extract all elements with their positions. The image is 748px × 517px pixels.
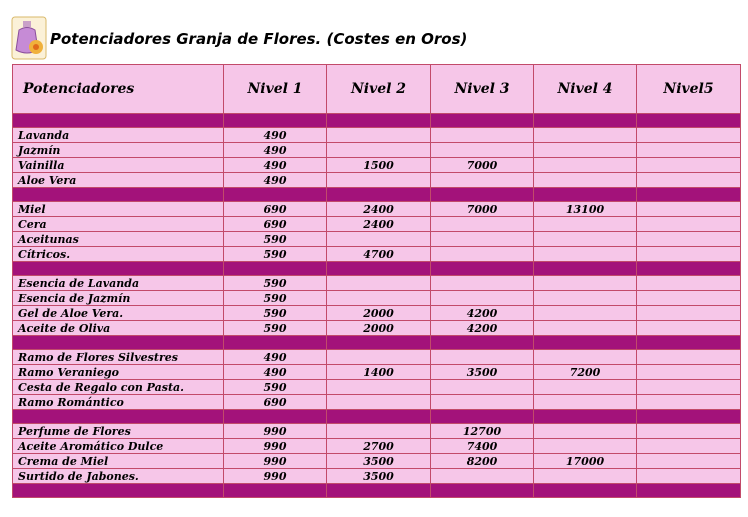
band-cell [224, 336, 327, 350]
group-separator-band [13, 188, 741, 202]
table-row [13, 291, 741, 306]
cost-cell [431, 128, 534, 143]
band-cell [13, 484, 224, 498]
cost-cell: 2700 [327, 439, 431, 454]
cost-cell: 7000 [431, 202, 534, 217]
column-header: Nivel 4 [534, 65, 637, 114]
cost-cell [637, 306, 741, 321]
cost-cell [637, 454, 741, 469]
cost-cell: 3500 [327, 469, 431, 484]
cost-cell [534, 306, 637, 321]
band-cell [327, 336, 431, 350]
cost-cell: 7400 [431, 439, 534, 454]
cost-cell: 990 [224, 439, 327, 454]
table-row [13, 380, 741, 395]
cost-cell: 8200 [431, 454, 534, 469]
cost-cell: 490 [224, 365, 327, 380]
cost-cell: 990 [224, 469, 327, 484]
table-row [13, 306, 741, 321]
cost-cell: 4200 [431, 306, 534, 321]
table-header-row [13, 65, 741, 114]
cost-cell: 1500 [327, 158, 431, 173]
table-row [13, 469, 741, 484]
cost-cell [431, 380, 534, 395]
band-cell [13, 188, 224, 202]
cost-cell [534, 217, 637, 232]
cost-cell [327, 232, 431, 247]
cost-cell: 690 [224, 202, 327, 217]
band-cell [224, 262, 327, 276]
booster-name: Aceite de Oliva [13, 321, 224, 336]
table-row [13, 321, 741, 336]
group-separator-band [13, 484, 741, 498]
band-cell [637, 188, 741, 202]
cost-cell: 690 [224, 217, 327, 232]
cost-cell [534, 158, 637, 173]
booster-name: Cesta de Regalo con Pasta. [13, 380, 224, 395]
cost-cell [637, 276, 741, 291]
table-row [13, 439, 741, 454]
table-row [13, 202, 741, 217]
cost-cell [327, 424, 431, 439]
cost-cell [431, 291, 534, 306]
cost-cell [637, 350, 741, 365]
band-cell [534, 484, 637, 498]
cost-cell [534, 321, 637, 336]
band-cell [13, 262, 224, 276]
band-cell [327, 262, 431, 276]
cost-cell [327, 395, 431, 410]
band-cell [637, 410, 741, 424]
cost-cell: 490 [224, 173, 327, 188]
cost-cell [637, 202, 741, 217]
column-header: Nivel 1 [224, 65, 327, 114]
cost-cell [534, 173, 637, 188]
cost-cell [534, 469, 637, 484]
cost-cell: 490 [224, 143, 327, 158]
cost-cell [637, 173, 741, 188]
group-separator-band [13, 262, 741, 276]
cost-cell: 990 [224, 454, 327, 469]
band-cell [327, 410, 431, 424]
band-cell [431, 188, 534, 202]
band-cell [224, 410, 327, 424]
column-header: Potenciadores [13, 65, 224, 114]
cost-cell [637, 143, 741, 158]
table-row [13, 276, 741, 291]
booster-name: Lavanda [13, 128, 224, 143]
band-cell [431, 114, 534, 128]
cost-cell: 590 [224, 291, 327, 306]
band-cell [431, 336, 534, 350]
cost-cell [637, 158, 741, 173]
booster-name: Ramo Romántico [13, 395, 224, 410]
table-row [13, 365, 741, 380]
table-row [13, 395, 741, 410]
booster-name: Vainilla [13, 158, 224, 173]
cost-cell: 590 [224, 380, 327, 395]
cost-cell [534, 439, 637, 454]
table-row [13, 232, 741, 247]
cost-cell: 3500 [327, 454, 431, 469]
cost-cell: 3500 [431, 365, 534, 380]
cost-cell: 690 [224, 395, 327, 410]
cost-cell [327, 276, 431, 291]
cost-cell [431, 232, 534, 247]
cost-cell: 7000 [431, 158, 534, 173]
cost-cell: 4700 [327, 247, 431, 262]
cost-cell [327, 350, 431, 365]
booster-name: Esencia de Lavanda [13, 276, 224, 291]
band-cell [327, 188, 431, 202]
cost-cell [431, 469, 534, 484]
cost-cell: 2400 [327, 202, 431, 217]
cost-cell [637, 247, 741, 262]
cost-cell [534, 395, 637, 410]
cost-cell [431, 395, 534, 410]
band-cell [534, 336, 637, 350]
band-cell [534, 188, 637, 202]
cost-cell [534, 143, 637, 158]
band-cell [431, 262, 534, 276]
cost-cell [431, 217, 534, 232]
cost-cell [431, 143, 534, 158]
cost-cell [637, 321, 741, 336]
cost-cell: 17000 [534, 454, 637, 469]
booster-name: Ramo de Flores Silvestres [13, 350, 224, 365]
band-cell [431, 484, 534, 498]
band-cell [13, 410, 224, 424]
cost-cell: 490 [224, 128, 327, 143]
cost-cell [637, 217, 741, 232]
band-cell [13, 336, 224, 350]
cost-cell [431, 350, 534, 365]
cost-cell [534, 380, 637, 395]
band-cell [431, 410, 534, 424]
cost-cell [431, 276, 534, 291]
booster-name: Gel de Aloe Vera. [13, 306, 224, 321]
booster-name: Ramo Veraniego [13, 365, 224, 380]
band-cell [534, 114, 637, 128]
band-cell [637, 262, 741, 276]
booster-name: Crema de Miel [13, 454, 224, 469]
cost-cell [327, 173, 431, 188]
cost-cell: 13100 [534, 202, 637, 217]
page-title: Potenciadores Granja de Flores. (Costes en Oros) [50, 30, 468, 48]
cost-cell: 1400 [327, 365, 431, 380]
cost-cell [327, 291, 431, 306]
column-header: Nivel 2 [327, 65, 431, 114]
cost-cell [637, 365, 741, 380]
band-cell [637, 336, 741, 350]
band-cell [534, 410, 637, 424]
booster-name: Cítricos. [13, 247, 224, 262]
booster-name: Aloe Vera [13, 173, 224, 188]
cost-cell: 590 [224, 247, 327, 262]
cost-cell: 4200 [431, 321, 534, 336]
column-header: Nivel 3 [431, 65, 534, 114]
cost-cell [534, 128, 637, 143]
cost-cell [637, 380, 741, 395]
cost-cell: 2400 [327, 217, 431, 232]
table-row [13, 173, 741, 188]
band-cell [224, 188, 327, 202]
booster-name: Surtido de Jabones. [13, 469, 224, 484]
booster-name: Perfume de Flores [13, 424, 224, 439]
table-row [13, 424, 741, 439]
band-cell [327, 484, 431, 498]
booster-name: Esencia de Jazmín [13, 291, 224, 306]
band-cell [13, 114, 224, 128]
cost-cell [637, 291, 741, 306]
booster-name: Aceitunas [13, 232, 224, 247]
cost-cell [534, 291, 637, 306]
cost-cell [327, 380, 431, 395]
cost-cell [637, 128, 741, 143]
cost-cell [431, 247, 534, 262]
table-row [13, 143, 741, 158]
table-row [13, 217, 741, 232]
cost-cell: 12700 [431, 424, 534, 439]
cost-cell [534, 232, 637, 247]
booster-name: Miel [13, 202, 224, 217]
boosters-cost-table [12, 64, 741, 498]
cost-cell: 590 [224, 306, 327, 321]
cost-cell: 590 [224, 276, 327, 291]
table-row [13, 158, 741, 173]
table-row [13, 128, 741, 143]
cost-cell: 590 [224, 321, 327, 336]
booster-name: Cera [13, 217, 224, 232]
column-header: Nivel5 [637, 65, 741, 114]
table-row [13, 454, 741, 469]
cost-cell [327, 143, 431, 158]
cost-cell [637, 424, 741, 439]
cost-cell [431, 173, 534, 188]
band-cell [327, 114, 431, 128]
cost-cell [637, 232, 741, 247]
band-cell [637, 114, 741, 128]
cost-cell: 990 [224, 424, 327, 439]
cost-cell [534, 350, 637, 365]
cost-cell: 2000 [327, 321, 431, 336]
cost-cell [327, 128, 431, 143]
cost-cell: 490 [224, 350, 327, 365]
booster-name: Jazmín [13, 143, 224, 158]
table-row [13, 350, 741, 365]
band-cell [637, 484, 741, 498]
flower-potion-icon [11, 16, 47, 60]
cost-cell [534, 424, 637, 439]
cost-cell [637, 395, 741, 410]
booster-name: Aceite Aromático Dulce [13, 439, 224, 454]
group-separator-band [13, 336, 741, 350]
cost-cell: 590 [224, 232, 327, 247]
band-cell [224, 114, 327, 128]
cost-cell: 490 [224, 158, 327, 173]
cost-cell [637, 439, 741, 454]
cost-cell [534, 276, 637, 291]
group-separator-band [13, 410, 741, 424]
group-separator-band [13, 114, 741, 128]
table-row [13, 247, 741, 262]
band-cell [224, 484, 327, 498]
cost-cell [637, 469, 741, 484]
band-cell [534, 262, 637, 276]
cost-cell: 7200 [534, 365, 637, 380]
cost-cell: 2000 [327, 306, 431, 321]
cost-cell [534, 247, 637, 262]
